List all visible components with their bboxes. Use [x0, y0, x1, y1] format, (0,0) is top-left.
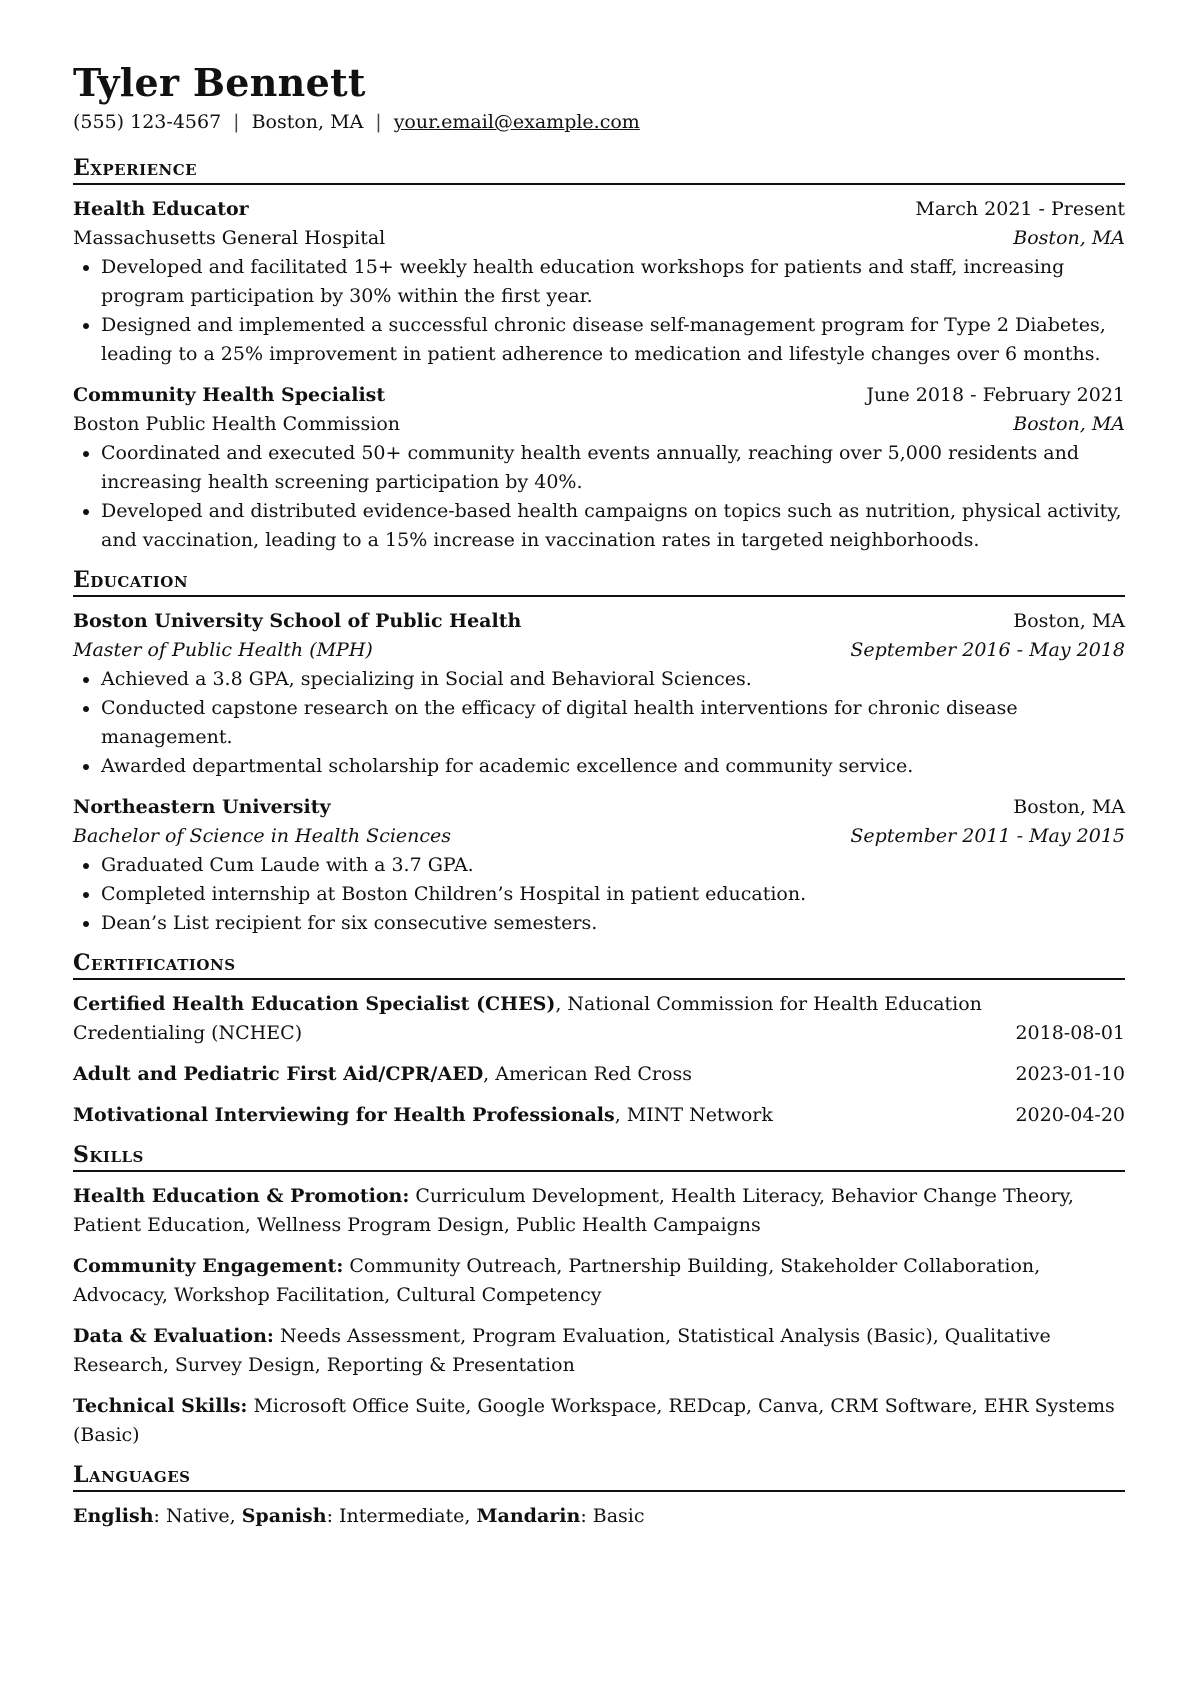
skill-items: Community Outreach, Partnership Building, Stakeholder Collaboration, Advocacy, Workshop Facilitation, Cultural Competency: [73, 1255, 1041, 1306]
location: Boston, MA: [251, 111, 364, 133]
education-bullets: [73, 851, 1125, 938]
job-bullets: [73, 253, 1125, 369]
skill-label: Health Education & Promotion:: [73, 1185, 410, 1207]
section-title-languages: Languages: [73, 1462, 1125, 1492]
contact-line: [73, 111, 1125, 133]
bullet: • Achieved a 3.8 GPA, specializing in Social and Behavioral Sciences.: [101, 665, 1125, 694]
language-name: English: [73, 1505, 154, 1527]
certification-entry: [73, 1101, 1125, 1130]
cert-date: 2018-08-01: [1015, 1022, 1125, 1044]
education-section: [73, 567, 1125, 938]
job-org: Massachusetts General Hospital: [73, 227, 386, 249]
education-dates: September 2016 - May 2018: [850, 639, 1125, 661]
cert-name: Adult and Pediatric First Aid/CPR/AED: [73, 1063, 484, 1085]
language-name: Spanish: [241, 1505, 327, 1527]
skill-group: [73, 1322, 1125, 1380]
languages-line: [73, 1502, 1125, 1531]
skill-items: Microsoft Office Suite, Google Workspace, REDcap, Canva, CRM Software, EHR Systems (Basic): [73, 1395, 1115, 1446]
language-level: : Native,: [153, 1505, 242, 1527]
language-level: : Basic: [580, 1505, 645, 1527]
section-title-certifications: Certifications: [73, 950, 1125, 980]
separator: |: [233, 111, 240, 133]
cert-name: Motivational Interviewing for Health Professionals: [73, 1104, 615, 1126]
section-title-education: Education: [73, 567, 1125, 597]
education-entry: [73, 793, 1125, 938]
job-org: Boston Public Health Commission: [73, 413, 400, 435]
experience-section: [73, 155, 1125, 555]
resume-page: [73, 60, 1125, 1537]
job-location: Boston, MA: [1013, 413, 1125, 435]
bullet: • Designed and implemented a successful chronic disease self-management program for Type 2 Diabetes, leading to a 25% improvement in patient adherence to medication and lifestyle changes over 6 months.: [101, 311, 1125, 369]
cert-issuer: , National Commission for Health Education Credentialing (NCHEC): [73, 993, 982, 1044]
section-title-skills: Skills: [73, 1142, 1125, 1172]
skill-label: Community Engagement:: [73, 1255, 344, 1277]
skill-group: [73, 1252, 1125, 1310]
bullet: • Completed internship at Boston Children’s Hospital in patient education.: [101, 880, 1125, 909]
school-name: Northeastern University: [73, 796, 331, 818]
bullet: • Graduated Cum Laude with a 3.7 GPA.: [101, 851, 1125, 880]
job-title: Community Health Specialist: [73, 384, 386, 406]
email-link[interactable]: your.email@example.com: [393, 111, 640, 133]
cert-issuer: , MINT Network: [614, 1104, 773, 1126]
education-entry: [73, 607, 1125, 781]
experience-entry: [73, 381, 1125, 555]
job-title: Health Educator: [73, 198, 249, 220]
job-bullets: [73, 439, 1125, 555]
bullet: • Awarded departmental scholarship for academic excellence and community service.: [101, 752, 1125, 781]
candidate-name: Tyler Bennett: [73, 60, 366, 105]
job-dates: June 2018 - February 2021: [866, 384, 1125, 406]
cert-issuer: , American Red Cross: [483, 1063, 692, 1085]
certification-entry: [73, 1060, 1125, 1089]
degree: Bachelor of Science in Health Sciences: [73, 825, 452, 847]
job-dates: March 2021 - Present: [915, 198, 1125, 220]
bullet: • Conducted capstone research on the efficacy of digital health interventions for chronic disease management.: [101, 694, 1125, 752]
school-name: Boston University School of Public Health: [73, 610, 522, 632]
education-bullets: [73, 665, 1125, 781]
section-title-experience: Experience: [73, 155, 1125, 185]
skill-items: Curriculum Development, Health Literacy, Behavior Change Theory, Patient Education, Wellness Program Design, Public Health Campaigns: [73, 1185, 1074, 1236]
language-level: : Intermediate,: [326, 1505, 477, 1527]
experience-entry: [73, 195, 1125, 369]
school-location: Boston, MA: [1013, 796, 1125, 818]
bullet: • Developed and facilitated 15+ weekly health education workshops for patients and staff, increasing program participation by 30% within the first year.: [101, 253, 1125, 311]
bullet: • Coordinated and executed 50+ community health events annually, reaching over 5,000 residents and increasing health screening participation by 40%.: [101, 439, 1125, 497]
school-location: Boston, MA: [1013, 610, 1125, 632]
skill-group: [73, 1392, 1125, 1450]
phone: (555) 123-4567: [73, 111, 222, 133]
skills-section: [73, 1142, 1125, 1450]
degree: Master of Public Health (MPH): [73, 639, 373, 661]
skill-group: [73, 1182, 1125, 1240]
cert-date: 2020-04-20: [1015, 1104, 1125, 1126]
language-name: Mandarin: [476, 1505, 581, 1527]
languages-section: [73, 1462, 1125, 1531]
skill-label: Technical Skills:: [73, 1395, 248, 1417]
job-location: Boston, MA: [1013, 227, 1125, 249]
separator: |: [375, 111, 382, 133]
certifications-section: [73, 950, 1125, 1130]
certification-entry: [73, 990, 1125, 1048]
bullet: • Developed and distributed evidence-based health campaigns on topics such as nutrition, physical activity, and vaccination, leading to a 15% increase in vaccination rates in targeted neighborhoods.: [101, 497, 1125, 555]
skill-label: Data & Evaluation:: [73, 1325, 274, 1347]
cert-name: Certified Health Education Specialist (CHES): [73, 993, 556, 1015]
skill-items: Needs Assessment, Program Evaluation, Statistical Analysis (Basic), Qualitative Research, Survey Design, Reporting & Presentation: [73, 1325, 1051, 1376]
education-dates: September 2011 - May 2015: [850, 825, 1125, 847]
bullet: • Dean’s List recipient for six consecutive semesters.: [101, 909, 1125, 938]
cert-date: 2023-01-10: [1015, 1063, 1125, 1085]
